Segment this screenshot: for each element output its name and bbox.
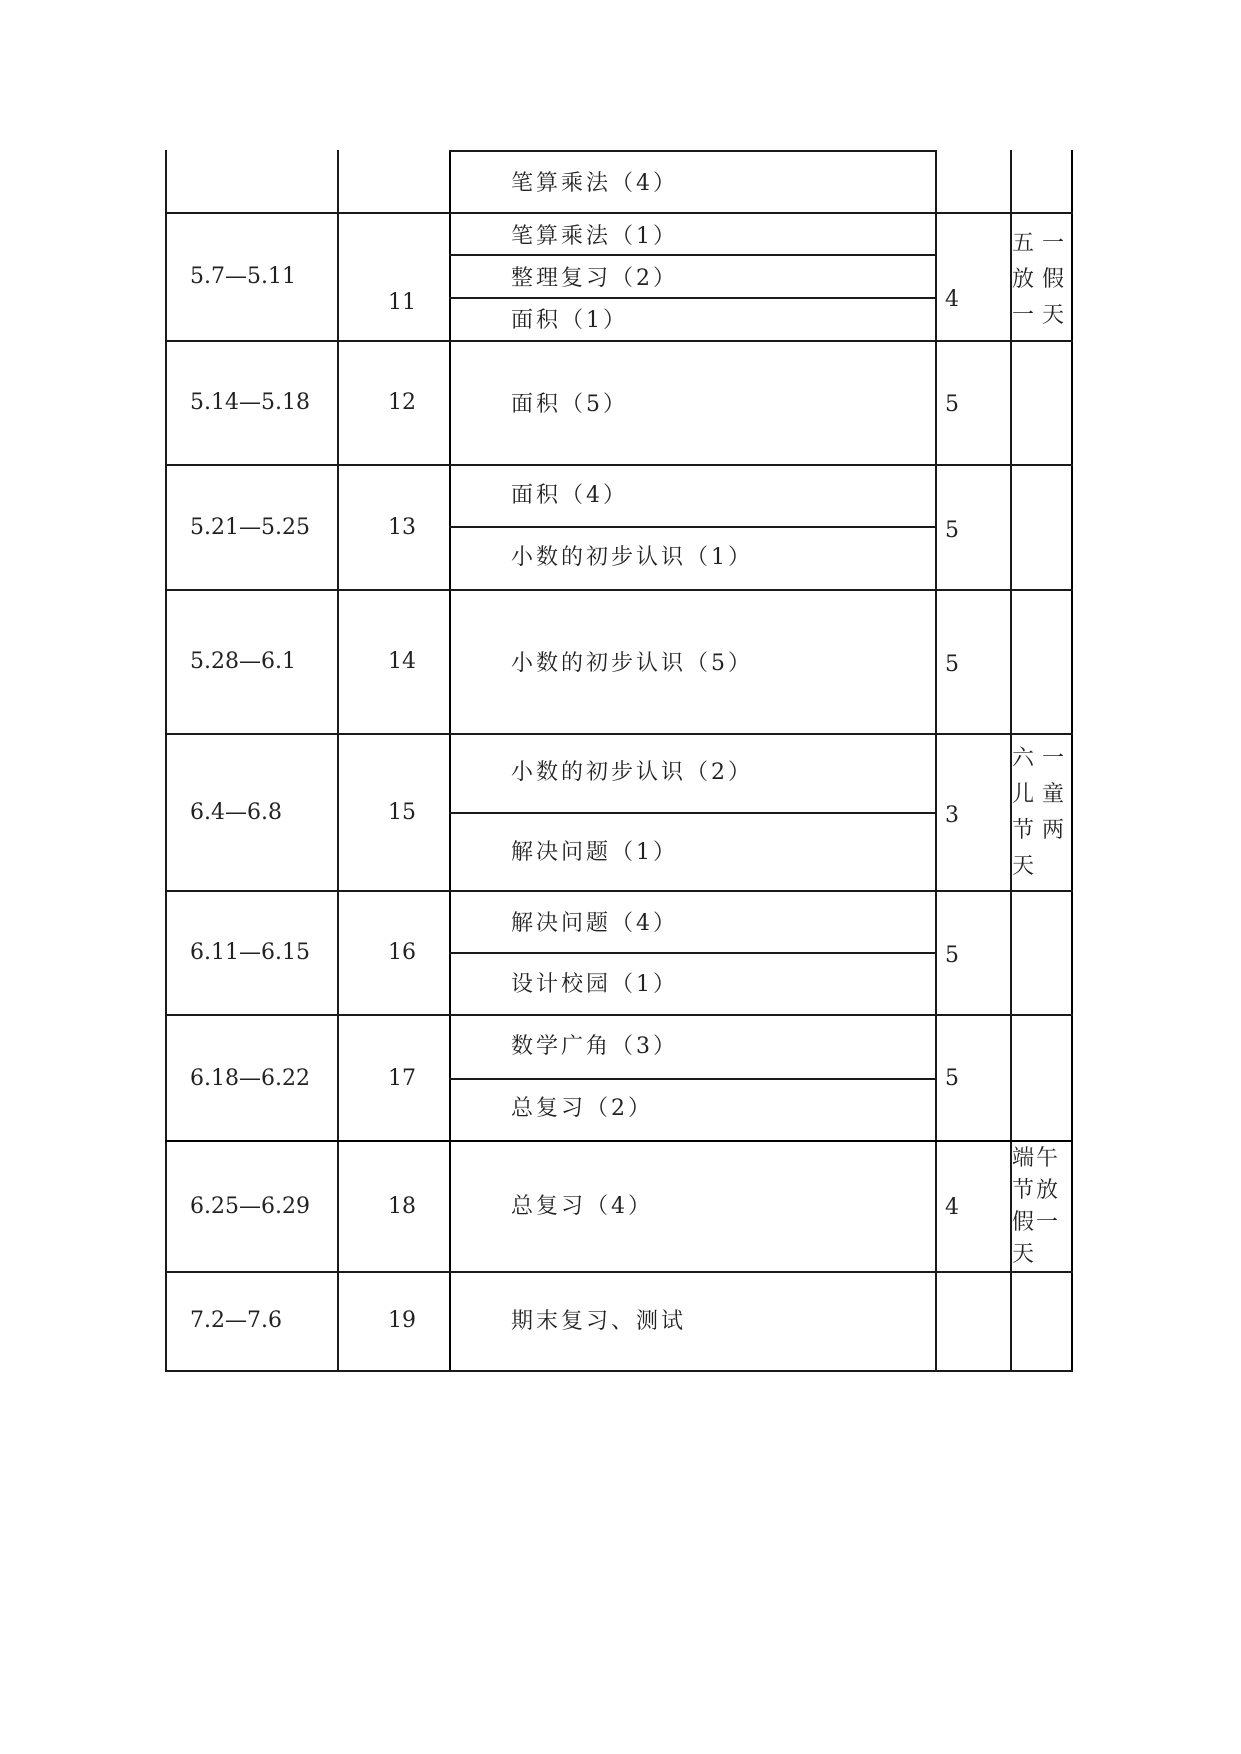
week-number: 16 xyxy=(388,940,416,965)
column-divider-content xyxy=(935,150,937,1372)
week-number: 14 xyxy=(388,649,416,674)
remark: 六一儿童节两天 xyxy=(1012,746,1073,879)
row-border xyxy=(165,1271,1073,1273)
content-item: 面积（5） xyxy=(511,392,628,417)
date-range: 6.25—6.29 xyxy=(190,1194,310,1219)
week-number: 18 xyxy=(388,1194,416,1219)
content-item: 设计校园（1） xyxy=(511,972,678,997)
content-item: 期末复习、测试 xyxy=(511,1309,687,1334)
content-split xyxy=(449,297,936,299)
row-border xyxy=(165,212,1073,214)
week-number: 11 xyxy=(388,290,416,315)
row-border xyxy=(165,1014,1073,1016)
content-item: 笔算乘法（4） xyxy=(511,171,678,196)
hours: 3 xyxy=(945,803,959,828)
row-border xyxy=(165,733,1073,735)
row-border xyxy=(165,589,1073,591)
date-range: 6.11—6.15 xyxy=(190,940,310,965)
date-range: 6.4—6.8 xyxy=(190,800,282,825)
table-border-bottom xyxy=(165,1370,1073,1372)
remark: 五一放假一天 xyxy=(1012,231,1073,328)
content-item: 小数的初步认识（1） xyxy=(511,545,753,570)
hours: 5 xyxy=(945,943,959,968)
hours: 5 xyxy=(945,652,959,677)
content-item: 解决问题（4） xyxy=(511,911,678,936)
content-item: 总复习（2） xyxy=(511,1096,653,1121)
remark: 端午节放假一天 xyxy=(1012,1146,1061,1267)
content-split xyxy=(449,254,936,256)
row-border xyxy=(165,340,1073,342)
content-split xyxy=(449,952,936,954)
date-range: 5.14—5.18 xyxy=(190,390,310,415)
column-divider-week xyxy=(449,150,451,1372)
hours: 5 xyxy=(945,392,959,417)
table-border-left xyxy=(165,150,167,1372)
hours: 5 xyxy=(945,1066,959,1091)
date-range: 6.18—6.22 xyxy=(190,1066,310,1091)
row-border xyxy=(165,890,1073,892)
content-item: 数学广角（3） xyxy=(511,1034,678,1059)
content-split xyxy=(449,1078,936,1080)
column-divider-date xyxy=(337,150,339,1372)
row-border xyxy=(165,1140,1073,1142)
hours: 5 xyxy=(945,518,959,543)
content-split xyxy=(449,526,936,528)
content-item: 小数的初步认识（5） xyxy=(511,651,753,676)
hours: 4 xyxy=(945,287,959,312)
week-number: 15 xyxy=(388,800,416,825)
content-item: 笔算乘法（1） xyxy=(511,224,678,249)
content-item: 整理复习（2） xyxy=(511,266,678,291)
content-item: 小数的初步认识（2） xyxy=(511,760,753,785)
date-range: 5.21—5.25 xyxy=(190,515,310,540)
date-range: 5.28—6.1 xyxy=(190,649,296,674)
content-item: 解决问题（1） xyxy=(511,840,678,865)
week-number: 13 xyxy=(388,515,416,540)
row-border xyxy=(165,464,1073,466)
hours: 4 xyxy=(945,1195,959,1220)
content-item: 面积（1） xyxy=(511,308,628,333)
content-item: 总复习（4） xyxy=(511,1194,653,1219)
content-item: 面积（4） xyxy=(511,483,628,508)
content-cell-top xyxy=(449,150,936,152)
week-number: 12 xyxy=(388,390,416,415)
week-number: 17 xyxy=(388,1066,416,1091)
week-number: 19 xyxy=(388,1308,416,1333)
content-split xyxy=(449,812,936,814)
date-range: 7.2—7.6 xyxy=(190,1308,282,1333)
date-range: 5.7—5.11 xyxy=(190,264,296,289)
